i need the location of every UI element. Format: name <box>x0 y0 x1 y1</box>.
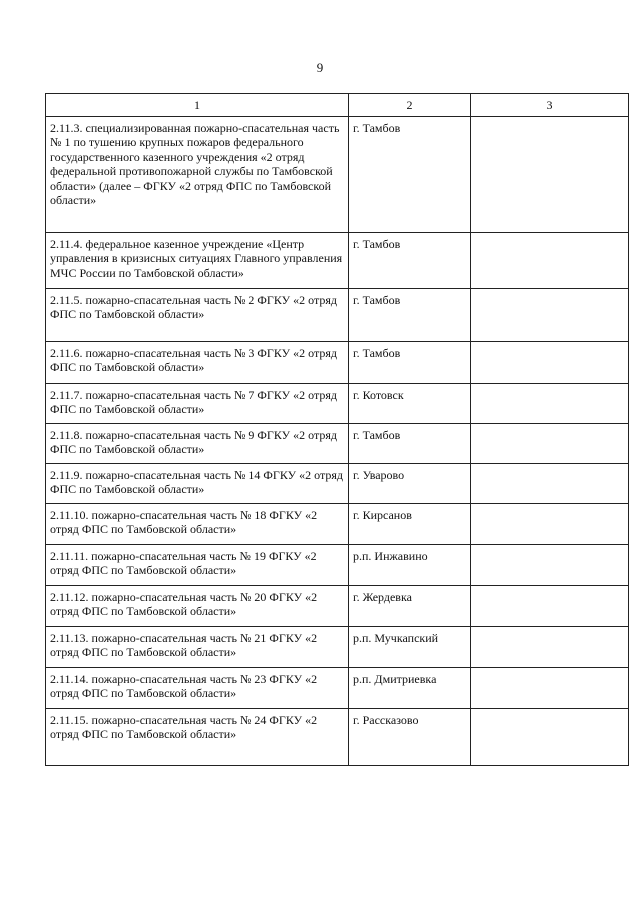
table-header <box>46 94 629 117</box>
unit-description: 2.11.10. пожарно-спасательная часть № 18 ФГКУ «2 отряд ФПС по Тамбовской области» <box>46 503 349 544</box>
unit-description: 2.11.8. пожарно-спасательная часть № 9 ФГКУ «2 отряд ФПС по Тамбовской области» <box>46 423 349 463</box>
unit-description: 2.11.11. пожарно-спасательная часть № 19 ФГКУ «2 отряд ФПС по Тамбовской области» <box>46 544 349 585</box>
unit-location: г. Котовск <box>349 383 471 423</box>
table-row <box>46 116 629 232</box>
unit-location: р.п. Инжавино <box>349 544 471 585</box>
unit-note <box>471 341 629 383</box>
table-row <box>46 708 629 765</box>
unit-note <box>471 503 629 544</box>
units-table <box>45 93 629 766</box>
unit-description: 2.11.5. пожарно-спасательная часть № 2 ФГКУ «2 отряд ФПС по Тамбовской области» <box>46 288 349 341</box>
unit-note <box>471 626 629 667</box>
unit-location: г. Тамбов <box>349 116 471 232</box>
unit-location: р.п. Мучкапский <box>349 626 471 667</box>
unit-description: 2.11.6. пожарно-спасательная часть № 3 ФГКУ «2 отряд ФПС по Тамбовской области» <box>46 341 349 383</box>
unit-location: г. Кирсанов <box>349 503 471 544</box>
unit-note <box>471 667 629 708</box>
table-row <box>46 626 629 667</box>
unit-note <box>471 585 629 626</box>
column-header-3: 3 <box>471 94 629 117</box>
table-row <box>46 585 629 626</box>
unit-location: г. Тамбов <box>349 423 471 463</box>
unit-note <box>471 708 629 765</box>
table-header-row <box>46 94 629 117</box>
table-row <box>46 341 629 383</box>
unit-note <box>471 463 629 503</box>
unit-note <box>471 423 629 463</box>
unit-description: 2.11.12. пожарно-спасательная часть № 20 ФГКУ «2 отряд ФПС по Тамбовской области» <box>46 585 349 626</box>
unit-note <box>471 383 629 423</box>
unit-note <box>471 232 629 288</box>
unit-location: г. Тамбов <box>349 232 471 288</box>
column-header-2: 2 <box>349 94 471 117</box>
unit-description: 2.11.9. пожарно-спасательная часть № 14 ФГКУ «2 отряд ФПС по Тамбовской области» <box>46 463 349 503</box>
table-row <box>46 232 629 288</box>
column-header-1: 1 <box>46 94 349 117</box>
table-row <box>46 544 629 585</box>
unit-description: 2.11.15. пожарно-спасательная часть № 24 ФГКУ «2 отряд ФПС по Тамбовской области» <box>46 708 349 765</box>
unit-location: г. Жердевка <box>349 585 471 626</box>
table-row <box>46 667 629 708</box>
unit-note <box>471 116 629 232</box>
unit-description: 2.11.13. пожарно-спасательная часть № 21 ФГКУ «2 отряд ФПС по Тамбовской области» <box>46 626 349 667</box>
table-row <box>46 288 629 341</box>
unit-location: р.п. Дмитриевка <box>349 667 471 708</box>
table-row <box>46 463 629 503</box>
unit-description: 2.11.3. специализированная пожарно-спасательная часть № 1 по тушению крупных пожаров федерального государственного казенного учреждения «2 отряд федеральной противопожарной службы по Тамбовской области» (далее – ФГКУ «2 отряд ФПС по Тамбовской области» <box>46 116 349 232</box>
unit-description: 2.11.14. пожарно-спасательная часть № 23 ФГКУ «2 отряд ФПС по Тамбовской области» <box>46 667 349 708</box>
unit-location: г. Тамбов <box>349 288 471 341</box>
unit-note <box>471 544 629 585</box>
unit-location: г. Уварово <box>349 463 471 503</box>
unit-location: г. Рассказово <box>349 708 471 765</box>
table-row <box>46 423 629 463</box>
unit-note <box>471 288 629 341</box>
table-row <box>46 383 629 423</box>
unit-description: 2.11.4. федеральное казенное учреждение «Центр управления в кризисных ситуациях Главного управления МЧС России по Тамбовской области» <box>46 232 349 288</box>
table-row <box>46 503 629 544</box>
unit-location: г. Тамбов <box>349 341 471 383</box>
unit-description: 2.11.7. пожарно-спасательная часть № 7 ФГКУ «2 отряд ФПС по Тамбовской области» <box>46 383 349 423</box>
page-number: 9 <box>316 60 324 75</box>
table-body <box>46 116 629 765</box>
